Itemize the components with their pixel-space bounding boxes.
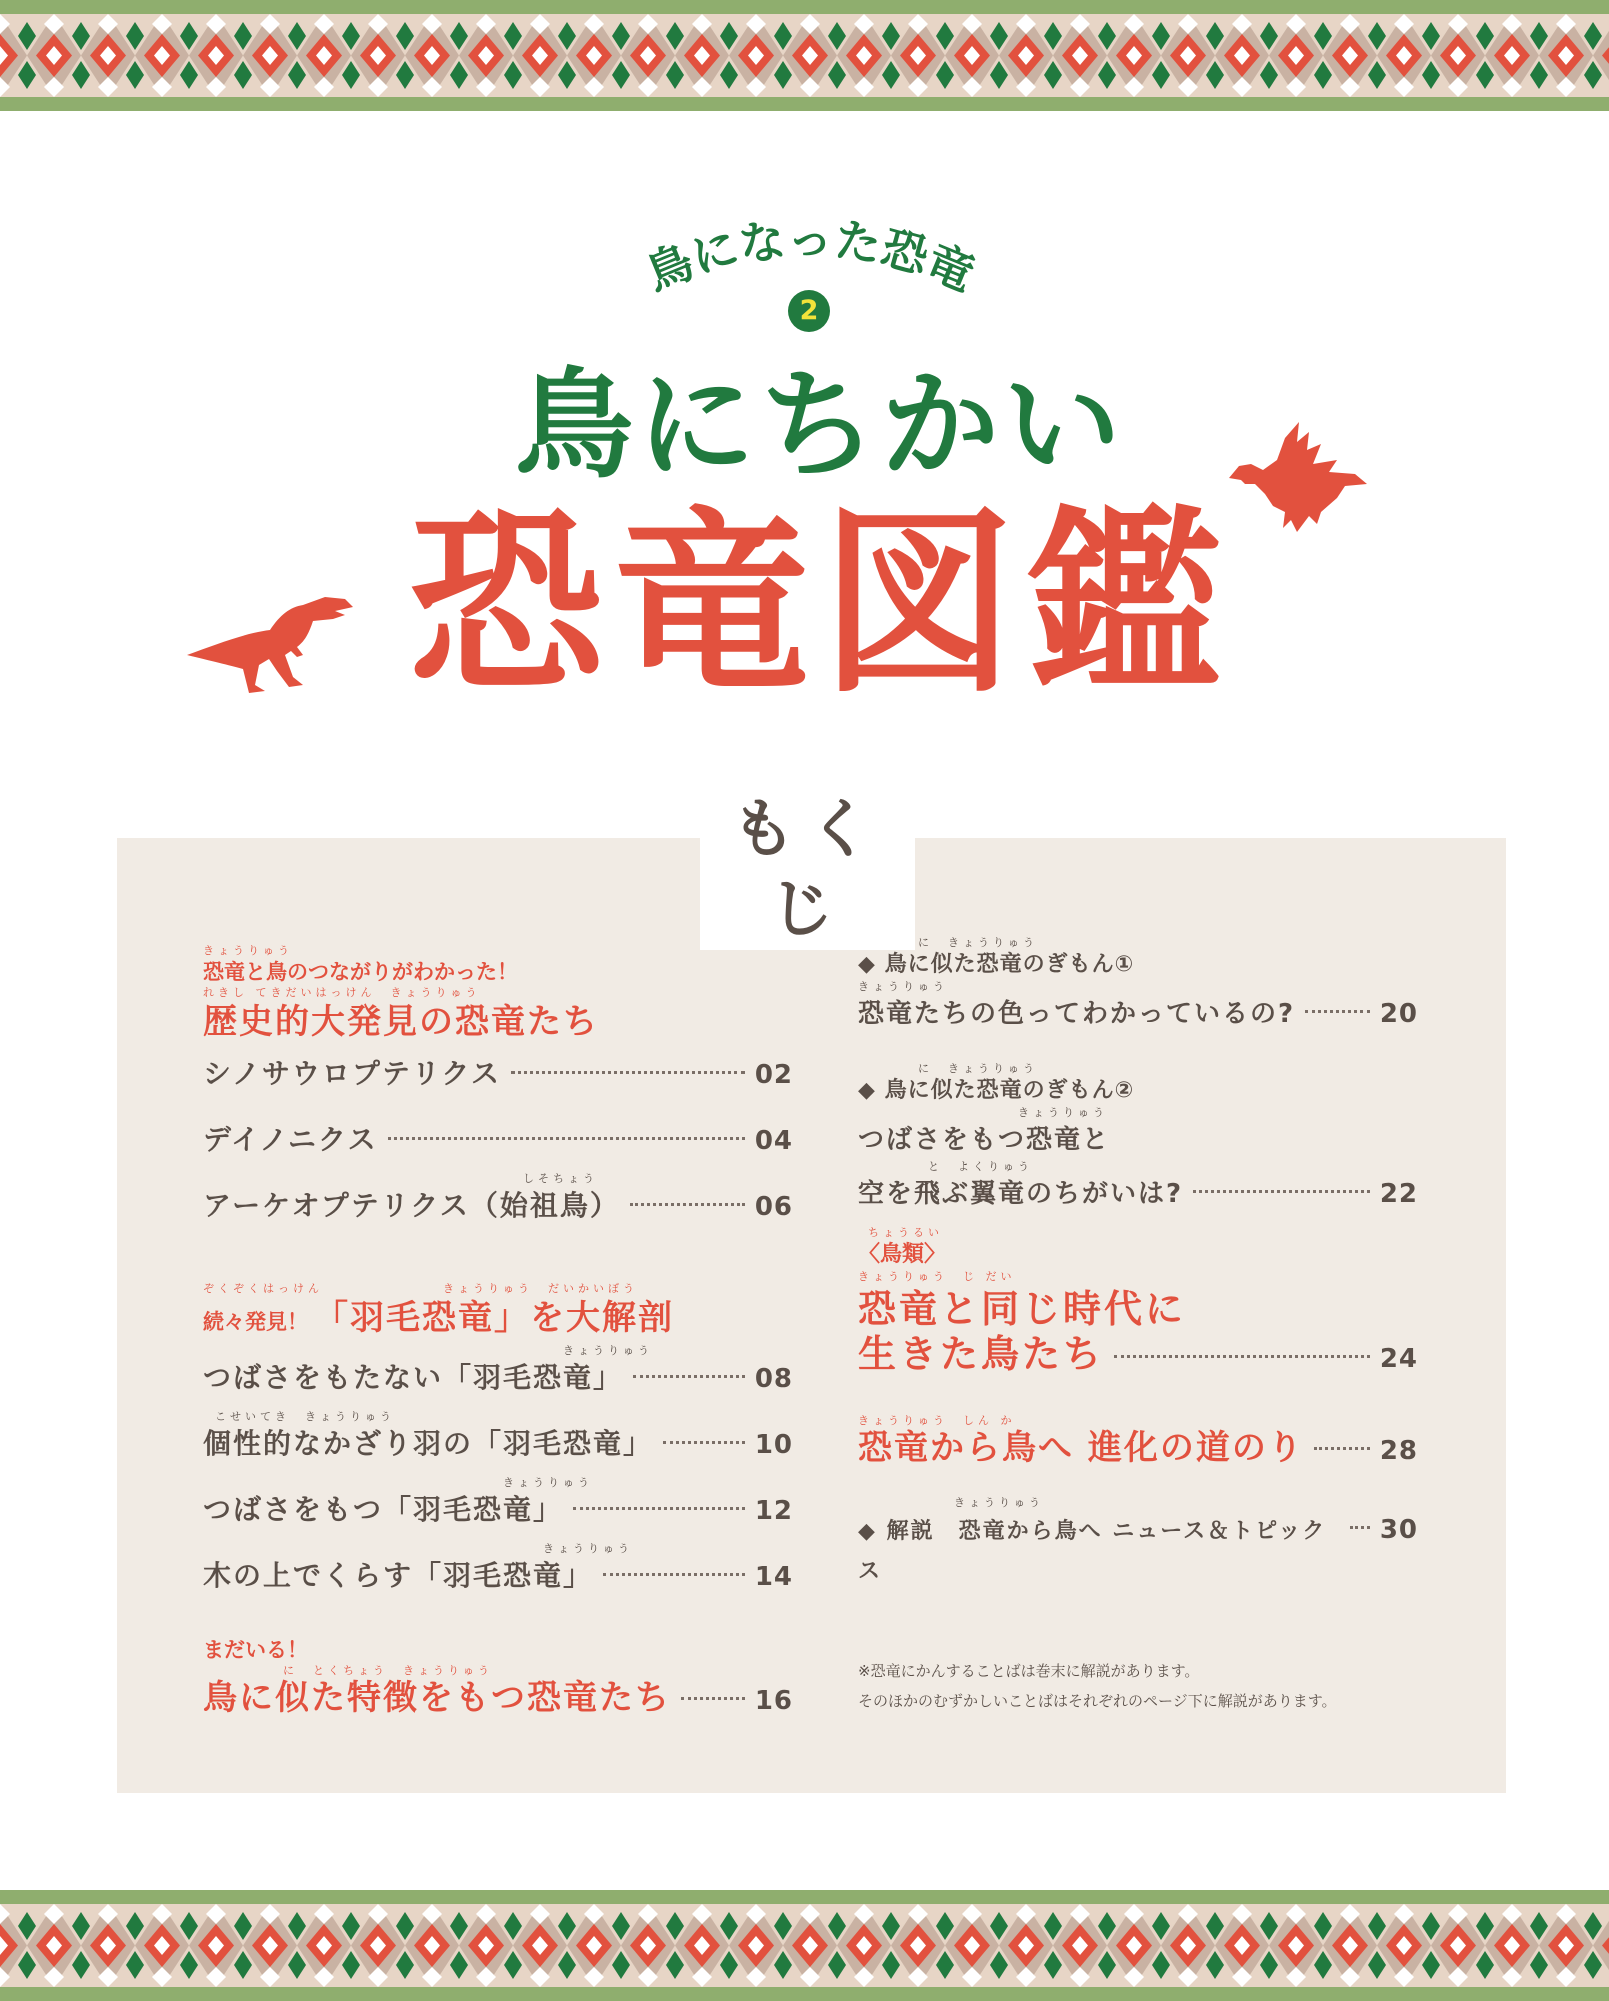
page-number: 04: [754, 1126, 793, 1156]
toc-heading: もくじ: [700, 790, 915, 950]
leader-dots: [511, 1071, 745, 1074]
leader-dots: [1193, 1190, 1370, 1193]
toc-birds-section[interactable]: [858, 1226, 1418, 1379]
page-number: 08: [754, 1364, 793, 1394]
ruby: ちょうるい: [868, 1226, 943, 1239]
toc-row[interactable]: [203, 1344, 793, 1399]
section-heading: 恐竜から鳥へ 進化の道のり: [858, 1428, 1304, 1468]
page-number: 06: [754, 1192, 793, 1222]
section-kicker: まだいる！: [203, 1638, 308, 1662]
toc-item-label: つばさをもつ恐竜と: [858, 1125, 1111, 1155]
leader-dots: [1114, 1355, 1370, 1358]
volume-badge: 2: [788, 290, 830, 332]
ruby: きょうりゅう: [858, 980, 948, 993]
ruby: きょうりゅう だいかいぼう: [443, 1282, 638, 1295]
ruby: に きょうりゅう: [918, 936, 1038, 949]
ruby: きょうりゅう じ だい: [858, 1270, 1016, 1283]
page-number: 14: [754, 1562, 793, 1592]
ruby: に とくちょう きょうりゅう: [283, 1664, 493, 1677]
section-heading: 恐竜と同じ時代に: [858, 1287, 1187, 1331]
toc-question-1[interactable]: [858, 936, 1418, 1034]
pattern-svg-bottom: [0, 1890, 1609, 2001]
section-heading: 「羽毛恐竜」を大解剖: [314, 1298, 674, 1338]
note-line: そのほかのむずかしいことばはそれぞれのページ下に解説があります。: [858, 1692, 1337, 1710]
toc-row[interactable]: [203, 1172, 793, 1227]
question-bullet: ◆ 鳥に似た恐竜のぎもん②: [858, 1078, 1135, 1103]
question-bullet: ◆ 鳥に似た恐竜のぎもん①: [858, 952, 1135, 977]
ruby: きょうりゅう: [543, 1542, 633, 1555]
toc-notes: [858, 1656, 1418, 1716]
series-title-text: 鳥になった恐竜: [638, 212, 982, 302]
toc-row[interactable]: [203, 1410, 793, 1465]
leader-dots: [1314, 1447, 1370, 1450]
page-number: 22: [1379, 1179, 1418, 1209]
leader-dots: [1350, 1526, 1370, 1529]
page-number: 16: [754, 1686, 793, 1716]
leader-dots: [603, 1573, 745, 1576]
toc-row[interactable]: [203, 1120, 793, 1161]
page-number: 30: [1379, 1515, 1418, 1545]
toc-commentary[interactable]: [858, 1496, 1418, 1592]
leader-dots: [663, 1441, 745, 1444]
pattern-svg-top: [0, 0, 1609, 111]
book-title: 恐竜図鑑: [407, 491, 1232, 719]
toc-section-1: [203, 944, 793, 1044]
section-heading: 鳥に似た特徴をもつ恐竜たち: [203, 1678, 671, 1718]
page-number: 02: [754, 1060, 793, 1090]
toc-item-label: ◆ 解説 恐竜から鳥へ ニュース＆トピックス: [858, 1519, 1327, 1584]
ruby: に きょうりゅう: [918, 1062, 1038, 1075]
toc-item-label: 空を飛ぶ翼竜のちがいは?: [858, 1179, 1184, 1209]
toc-item-label: アーケオプテリクス（始祖鳥）: [203, 1189, 620, 1222]
ruby: きょうりゅう: [954, 1496, 1044, 1509]
ruby: きょうりゅう: [563, 1344, 653, 1357]
ruby: と よくりゅう: [928, 1160, 1033, 1173]
ruby: しそちょう: [523, 1172, 598, 1185]
page-number: 20: [1379, 999, 1418, 1029]
toc-item-label: つばさをもつ「羽毛恐竜」: [203, 1493, 564, 1526]
leader-dots: [630, 1203, 745, 1206]
toc-item-label: 個性的なかざり羽の「羽毛恐竜」: [203, 1427, 654, 1460]
ruby: きょうりゅう しん か: [858, 1414, 1016, 1427]
page-number: 24: [1379, 1344, 1418, 1374]
leader-dots: [1305, 1010, 1370, 1013]
ruby: きょうりゅう: [1018, 1106, 1108, 1119]
section-heading-line2: 生きた鳥たち: [858, 1332, 1105, 1376]
toc-row[interactable]: [203, 1476, 793, 1531]
page-number: 10: [754, 1430, 793, 1460]
toc-row[interactable]: [203, 1054, 793, 1095]
toc-item-label: シノサウロプテリクス: [203, 1057, 502, 1090]
section-kicker: 恐竜と鳥のつながりがわかった！: [203, 960, 518, 984]
section-heading: 歴史的大発見の恐竜たち: [203, 1002, 599, 1042]
toc-section-3[interactable]: [203, 1636, 793, 1721]
bird-silhouette-icon: [1225, 420, 1370, 545]
toc-question-2[interactable]: [858, 1062, 1418, 1214]
section-kicker: 続々発見！: [203, 1310, 308, 1334]
ruby: きょうりゅう: [203, 944, 293, 957]
leader-dots: [633, 1375, 745, 1378]
leader-dots: [681, 1697, 745, 1700]
toc-item-label: 木の上でくらす「羽毛恐竜」: [203, 1559, 594, 1592]
toc-item-label: つばさをもたない「羽毛恐竜」: [203, 1361, 624, 1394]
toc-row[interactable]: [203, 1542, 793, 1597]
category-label: 〈鳥類〉: [858, 1242, 947, 1267]
leader-dots: [388, 1137, 745, 1140]
toc-item-label: デイノニクス: [203, 1123, 378, 1156]
ruby: れきし てきだいはっけん きょうりゅう: [203, 986, 481, 999]
book-subtitle: 鳥にちかい: [514, 356, 1125, 494]
bottom-pattern-border: [0, 1890, 1609, 2001]
note-line: ※恐竜にかんすることばは巻末に解説があります。: [858, 1662, 1200, 1680]
leader-dots: [573, 1507, 745, 1510]
page-number: 12: [754, 1496, 793, 1526]
dinosaur-silhouette-icon: [185, 585, 355, 695]
ruby: こせいてき きょうりゅう: [215, 1410, 395, 1423]
ruby: ぞくぞくはっけん: [203, 1282, 323, 1295]
toc-item-label: 恐竜たちの色ってわかっているの?: [858, 999, 1296, 1029]
ruby: きょうりゅう: [503, 1476, 593, 1489]
page-number: 28: [1379, 1436, 1418, 1466]
toc-evolution[interactable]: [858, 1414, 1418, 1471]
svg-text:鳥になった恐竜: [638, 212, 982, 301]
top-pattern-border: [0, 0, 1609, 111]
